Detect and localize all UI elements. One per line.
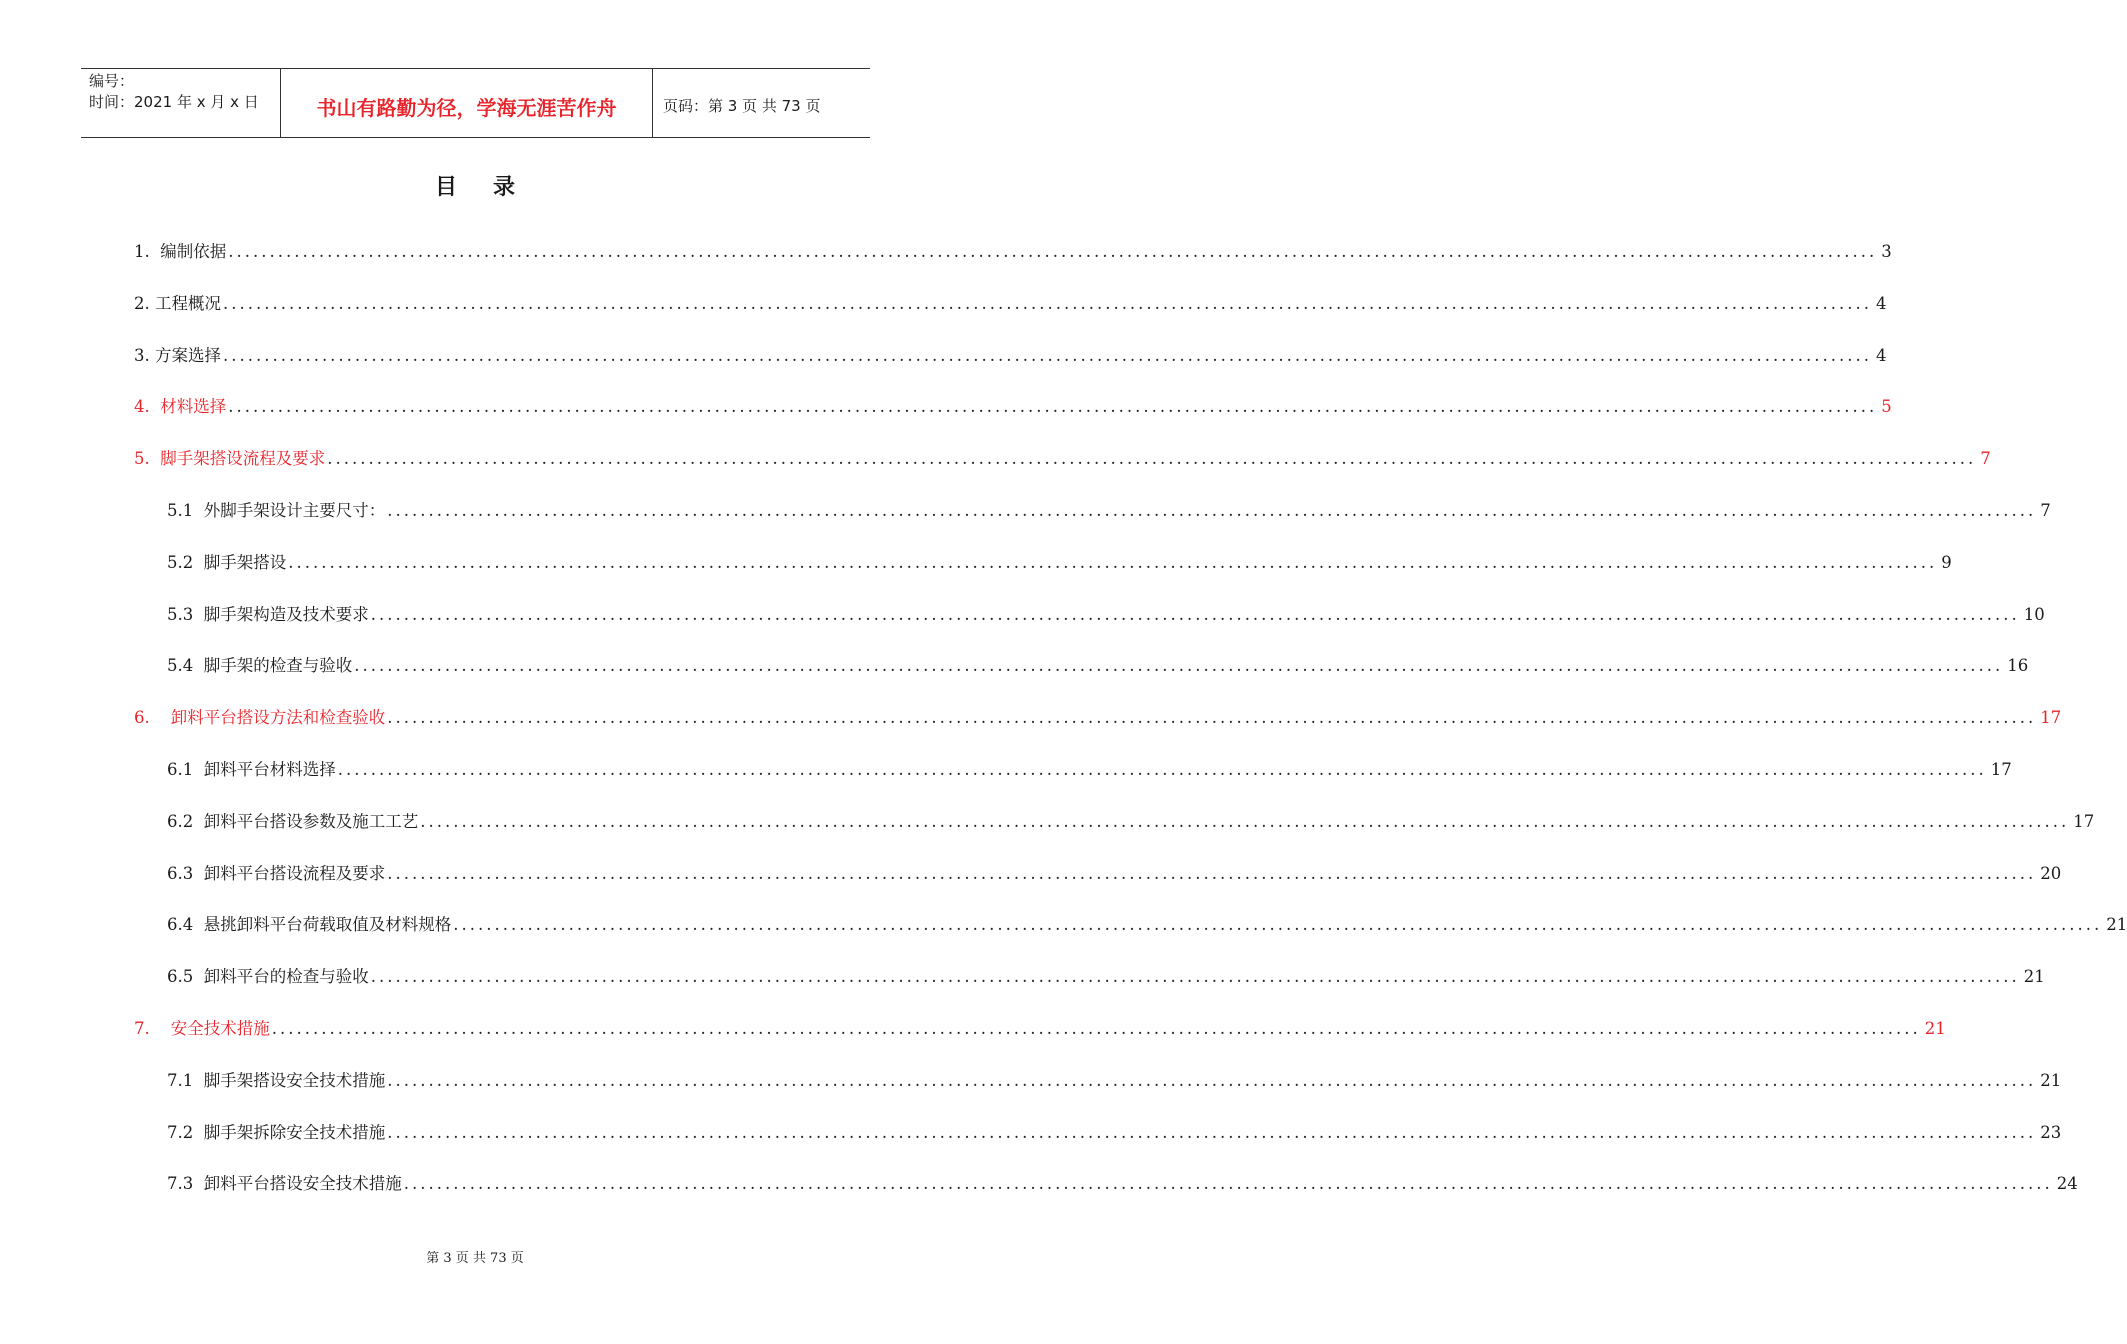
toc-entry[interactable]	[167, 810, 2095, 834]
toc-entry-page: 21	[2106, 915, 2127, 934]
toc-entry-page: 4	[1875, 346, 1887, 365]
toc-entry-number: 5.	[134, 449, 161, 468]
toc-entry-number: 5.3	[167, 605, 204, 624]
header-page-info: 页码：第 3 页 共 73 页	[663, 96, 821, 115]
toc-entry[interactable]	[167, 862, 2062, 886]
toc-entry-title: 卸料平台搭设方法和检查验收	[170, 708, 386, 727]
toc-entry[interactable]	[167, 603, 2045, 627]
toc-entry-page: 9	[1941, 553, 1952, 572]
page-footer: 第 3 页 共 73 页	[426, 1251, 524, 1266]
toc-leader-dots: ........................................................................................................................................................................................................	[223, 346, 1872, 365]
document-number-label: 编号：	[89, 72, 135, 90]
toc-entry-title: 方案选择	[155, 346, 221, 365]
toc-entry[interactable]	[167, 1172, 2078, 1196]
toc-entry-page: 7	[2040, 501, 2051, 520]
toc-entry-page: 21	[1924, 1019, 1946, 1038]
toc-entry[interactable]	[134, 395, 1892, 419]
toc-entry-page: 21	[2023, 967, 2045, 986]
toc-entry-page: 21	[2040, 1071, 2062, 1090]
toc-entry-number: 1.	[134, 242, 161, 261]
toc-entry-title: 脚手架搭设	[203, 553, 287, 572]
page-header	[81, 68, 870, 138]
toc-entry[interactable]	[134, 447, 1991, 471]
toc-entry[interactable]	[167, 913, 2127, 937]
toc-entry[interactable]	[134, 344, 1887, 368]
toc-entry-number: 6.	[134, 708, 171, 727]
toc-entry[interactable]	[167, 551, 1952, 575]
toc-entry-title: 卸料平台搭设参数及施工工艺	[203, 812, 419, 831]
toc-leader-dots: ........................................................................................................................................................................................................	[387, 864, 2037, 883]
toc-entry-number: 7.2	[167, 1123, 204, 1142]
toc-entry-title: 外脚手架设计主要尺寸：	[203, 501, 386, 520]
toc-entry-title: 卸料平台材料选择	[203, 760, 336, 779]
toc-leader-dots: ........................................................................................................................................................................................................	[370, 967, 2020, 986]
toc-leader-dots: ........................................................................................................................................................................................................	[370, 605, 2020, 624]
toc-entry-number: 6.2	[167, 812, 204, 831]
toc-entry-number: 2.	[134, 294, 155, 313]
toc-entry[interactable]	[167, 499, 2051, 523]
toc-entry-page: 3	[1881, 242, 1892, 261]
toc-entry-title: 悬挑卸料平台荷载取值及材料规格	[203, 915, 452, 934]
toc-entry-number: 5.1	[167, 501, 204, 520]
toc-entry-page: 7	[1980, 449, 1991, 468]
toc-entry-title: 脚手架搭设安全技术措施	[203, 1071, 386, 1090]
toc-entry-number: 6.4	[167, 915, 204, 934]
toc-entry-page: 17	[1990, 760, 2012, 779]
toc-entry[interactable]	[167, 654, 2029, 678]
toc-entry-title: 编制依据	[160, 242, 227, 261]
toc-entry-title: 脚手架搭设流程及要求	[160, 449, 326, 468]
toc-entry-page: 23	[2040, 1123, 2062, 1142]
toc-entry-number: 5.4	[167, 656, 204, 675]
toc-leader-dots: ........................................................................................................................................................................................................	[403, 1174, 2053, 1193]
toc-leader-dots: ........................................................................................................................................................................................................	[288, 553, 1938, 572]
toc-entry[interactable]	[134, 292, 1887, 316]
toc-entry-title: 脚手架的检查与验收	[203, 656, 353, 675]
toc-entry[interactable]	[134, 1017, 1946, 1041]
header-motto: 书山有路勤为径，学海无涯苦作舟	[281, 69, 653, 137]
toc-entry[interactable]	[134, 706, 2062, 730]
toc-entry-number: 6.5	[167, 967, 204, 986]
toc-leader-dots: ........................................................................................................................................................................................................	[420, 812, 2070, 831]
toc-leader-dots: ........................................................................................................................................................................................................	[387, 1071, 2037, 1090]
toc-entry-title: 工程概况	[155, 294, 221, 313]
toc-entry-number: 7.1	[167, 1071, 204, 1090]
toc-entry[interactable]	[167, 1121, 2062, 1145]
toc-entry-title: 安全技术措施	[170, 1019, 270, 1038]
toc-entry-number: 6.3	[167, 864, 204, 883]
toc-entry-number: 6.1	[167, 760, 204, 779]
toc-entry-number: 7.3	[167, 1174, 204, 1193]
toc-leader-dots: ........................................................................................................................................................................................................	[387, 1123, 2037, 1142]
toc-leader-dots: ........................................................................................................................................................................................................	[223, 294, 1872, 313]
toc-entry-number: 4.	[134, 397, 161, 416]
toc-entry-title: 卸料平台搭设安全技术措施	[203, 1174, 402, 1193]
toc-entry-number: 3.	[134, 346, 155, 365]
toc-entry-page: 20	[2040, 864, 2062, 883]
toc-leader-dots: ........................................................................................................................................................................................................	[387, 708, 2037, 727]
toc-leader-dots: ........................................................................................................................................................................................................	[354, 656, 2004, 675]
toc-entry[interactable]	[134, 240, 1892, 264]
toc-entry-page: 17	[2073, 812, 2095, 831]
toc-leader-dots: ........................................................................................................................................................................................................	[271, 1019, 1921, 1038]
toc-entry-page: 17	[2040, 708, 2062, 727]
toc-leader-dots: ........................................................................................................................................................................................................	[228, 242, 1878, 261]
toc-entry-page: 16	[2007, 656, 2029, 675]
toc-entry-number: 5.2	[167, 553, 204, 572]
toc-leader-dots: ........................................................................................................................................................................................................	[228, 397, 1878, 416]
toc-entry-title: 脚手架构造及技术要求	[203, 605, 369, 624]
toc-entry-page: 5	[1881, 397, 1892, 416]
document-date: 时间：2021 年 x 月 x 日	[89, 93, 259, 111]
toc-leader-dots: ........................................................................................................................................................................................................	[327, 449, 1977, 468]
toc-title: 目录	[434, 175, 551, 200]
toc-entry[interactable]	[167, 758, 2012, 782]
toc-entry-title: 材料选择	[160, 397, 227, 416]
toc-entry-page: 4	[1875, 294, 1887, 313]
header-meta	[81, 69, 281, 137]
toc-leader-dots: ........................................................................................................................................................................................................	[453, 915, 2103, 934]
toc-entry[interactable]	[167, 1069, 2062, 1093]
toc-entry-number: 7.	[134, 1019, 171, 1038]
toc-entry-title: 脚手架拆除安全技术措施	[203, 1123, 386, 1142]
toc-entry-page: 10	[2023, 605, 2045, 624]
toc-entry-title: 卸料平台的检查与验收	[203, 967, 369, 986]
toc-entry[interactable]	[167, 965, 2045, 989]
toc-leader-dots: ........................................................................................................................................................................................................	[387, 501, 2037, 520]
toc-leader-dots: ........................................................................................................................................................................................................	[337, 760, 1987, 779]
toc-entry-page: 24	[2056, 1174, 2078, 1193]
toc-entry-title: 卸料平台搭设流程及要求	[203, 864, 386, 883]
